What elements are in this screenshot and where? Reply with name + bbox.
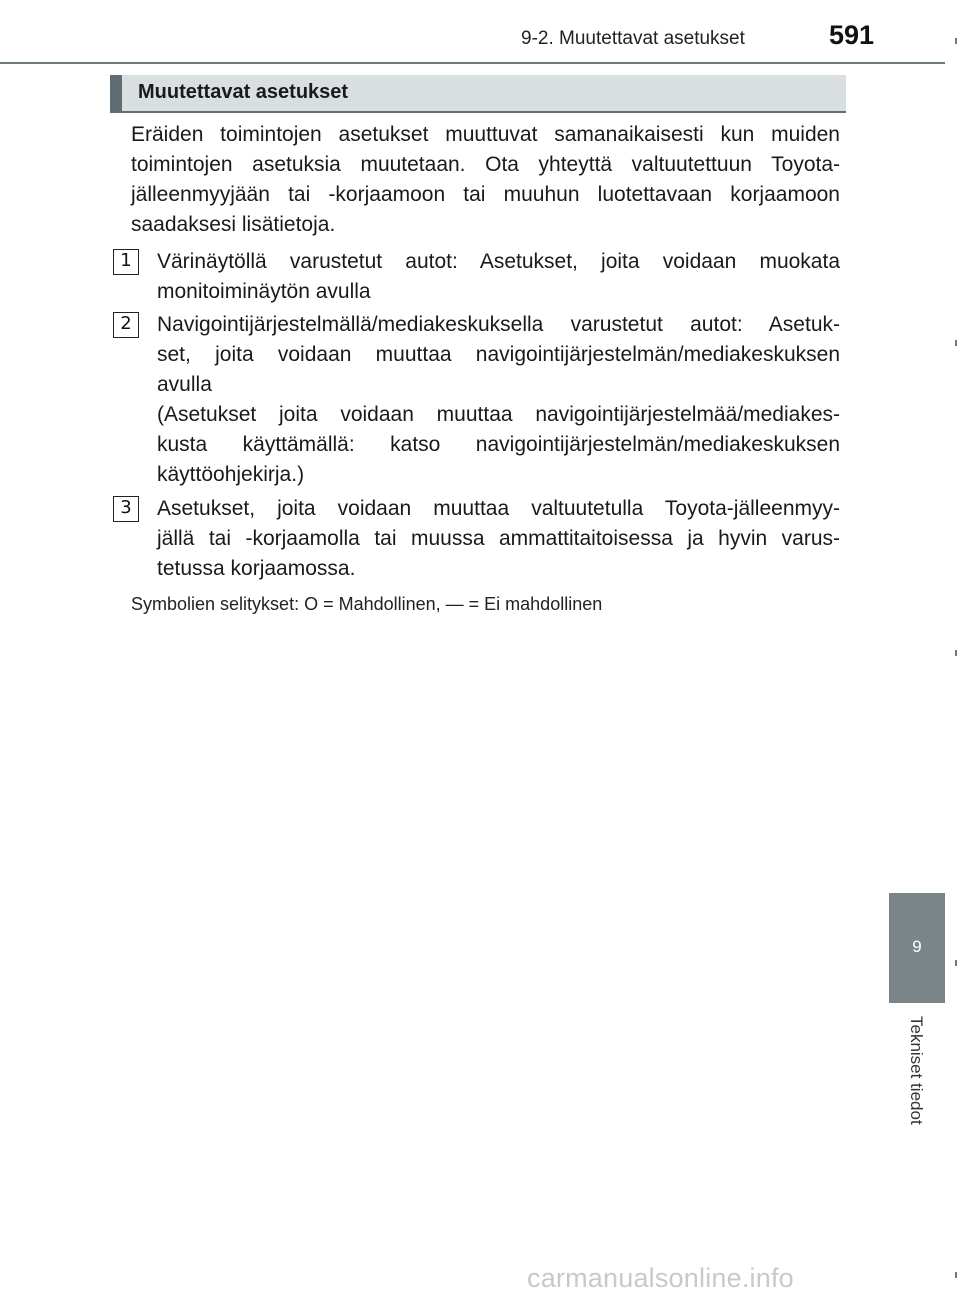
list-item: [157, 494, 840, 584]
item-line: monitoiminäytön avulla: [157, 280, 371, 303]
intro-line: Eräiden toimintojen asetukset muuttuvat samanaikaisesti kun muiden: [131, 123, 840, 146]
item-line: avulla: [157, 373, 212, 396]
chapter-number: 9: [912, 937, 922, 956]
item-line: (Asetukset joita voidaan muuttaa navigointijärjestelmää/mediakes-: [157, 403, 840, 426]
section-heading-box: [110, 75, 846, 113]
intro-line: toimintojen asetuksia muutetaan. Ota yhteyttä valtuutettuun Toyota-: [131, 153, 840, 176]
item-number-badge: 1: [113, 249, 139, 275]
watermark-text: carmanualsonline.info: [527, 1263, 794, 1293]
intro-line: jälleenmyyjään tai -korjaamoon tai muuhun luotettavaan korjaamoon: [131, 183, 840, 206]
item-line: set, joita voidaan muuttaa navigointijärjestelmän/mediakeskuksen: [157, 343, 840, 366]
item-line: Navigointijärjestelmällä/mediakeskuksella varustetut autot: Asetuk-: [157, 313, 840, 336]
item-line: jällä tai -korjaamolla tai muussa ammattitaitoisessa ja hyvin varus-: [157, 527, 840, 550]
running-header-section: 9-2. Muutettavat asetukset: [521, 28, 745, 49]
chapter-label-text: Tekniset tiedot: [907, 1016, 926, 1125]
edge-tick: [955, 38, 957, 44]
edge-tick: [955, 340, 957, 346]
item-number-badge: 3: [113, 496, 139, 522]
symbol-legend: Symbolien selitykset: O = Mahdollinen, — = Ei mahdollinen: [131, 594, 603, 614]
item-line: käyttöohjekirja.): [157, 463, 305, 486]
page-number: 591: [829, 20, 875, 50]
item-line: Asetukset, joita voidaan muuttaa valtuutetulla Toyota-jälleenmyy-: [157, 497, 840, 520]
list-item: [157, 310, 840, 490]
item-line: kusta käyttämällä: katso navigointijärjestelmän/mediakeskuksen: [157, 433, 840, 456]
section-title: Muutettavat asetukset: [138, 81, 349, 103]
list-item: [157, 247, 840, 307]
chapter-label: [906, 1016, 926, 1146]
chapter-tab: [889, 893, 945, 1003]
item-line: Värinäytöllä varustetut autot: Asetukset, joita voidaan muokata: [157, 250, 840, 273]
edge-tick: [955, 650, 957, 656]
intro-line: saadaksesi lisätietoja.: [131, 213, 336, 236]
item-number-badge: 2: [113, 312, 139, 338]
edge-tick: [955, 960, 957, 966]
intro-paragraph: [131, 120, 840, 240]
header-divider: [0, 62, 945, 64]
edge-tick: [955, 1272, 957, 1278]
item-line: tetussa korjaamossa.: [157, 557, 356, 580]
